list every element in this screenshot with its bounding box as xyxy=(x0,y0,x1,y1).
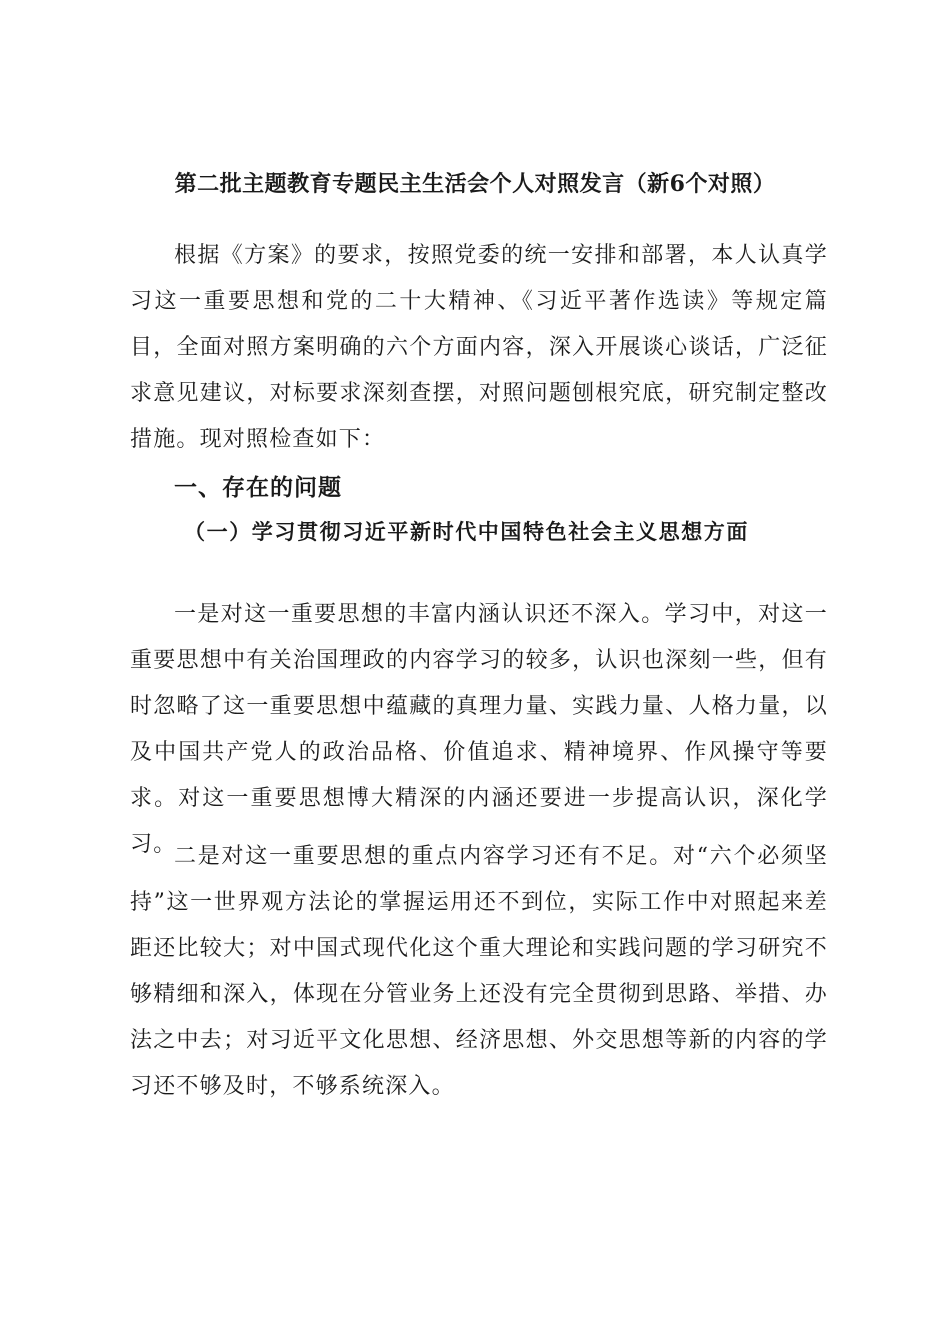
paragraph-point-one: 一是对这一重要思想的丰富内涵认识还不深入。学习中，对这一重要思想中有关治国理政的内容学习的较多，认识也深刻一些，但有时忽略了这一重要思想中蕴藏的真理力量、实践力量、人格力量，以及中国共产党人的政治品格、价值追求、精神境界、作风操守等要求。对这一重要思想博大精深的内涵还要进一步提高认识，深化学习。 xyxy=(130,602,828,857)
section-heading-problems: 一、存在的问题 xyxy=(174,475,342,501)
document-title: 第二批主题教育专题民主生活会个人对照发言（新6个对照） xyxy=(174,171,776,197)
subsection-heading-study: （一）学习贯彻习近平新时代中国特色社会主义思想方面 xyxy=(184,519,749,544)
intro-paragraph: 根据《方案》的要求，按照党委的统一安排和部署，本人认真学习这一重要思想和党的二十大精神、《习近平著作选读》等规定篇目，全面对照方案明确的六个方面内容，深入开展谈心谈话，广泛征求意见建议，对标要求深刻查摆，对照问题刨根究底，研究制定整改措施。现对照检查如下： xyxy=(130,243,828,452)
paragraph-point-two: 二是对这一重要思想的重点内容学习还有不足。对“六个必须坚持”这一世界观方法论的掌握运用还不到位，实际工作中对照起来差距还比较大；对中国式现代化这个重大理论和实践问题的学习研究不够精细和深入，体现在分管业务上还没有完全贯彻到思路、举措、办法之中去；对习近平文化思想、经济思想、外交思想等新的内容的学习还不够及时，不够系统深入。 xyxy=(130,844,828,1099)
